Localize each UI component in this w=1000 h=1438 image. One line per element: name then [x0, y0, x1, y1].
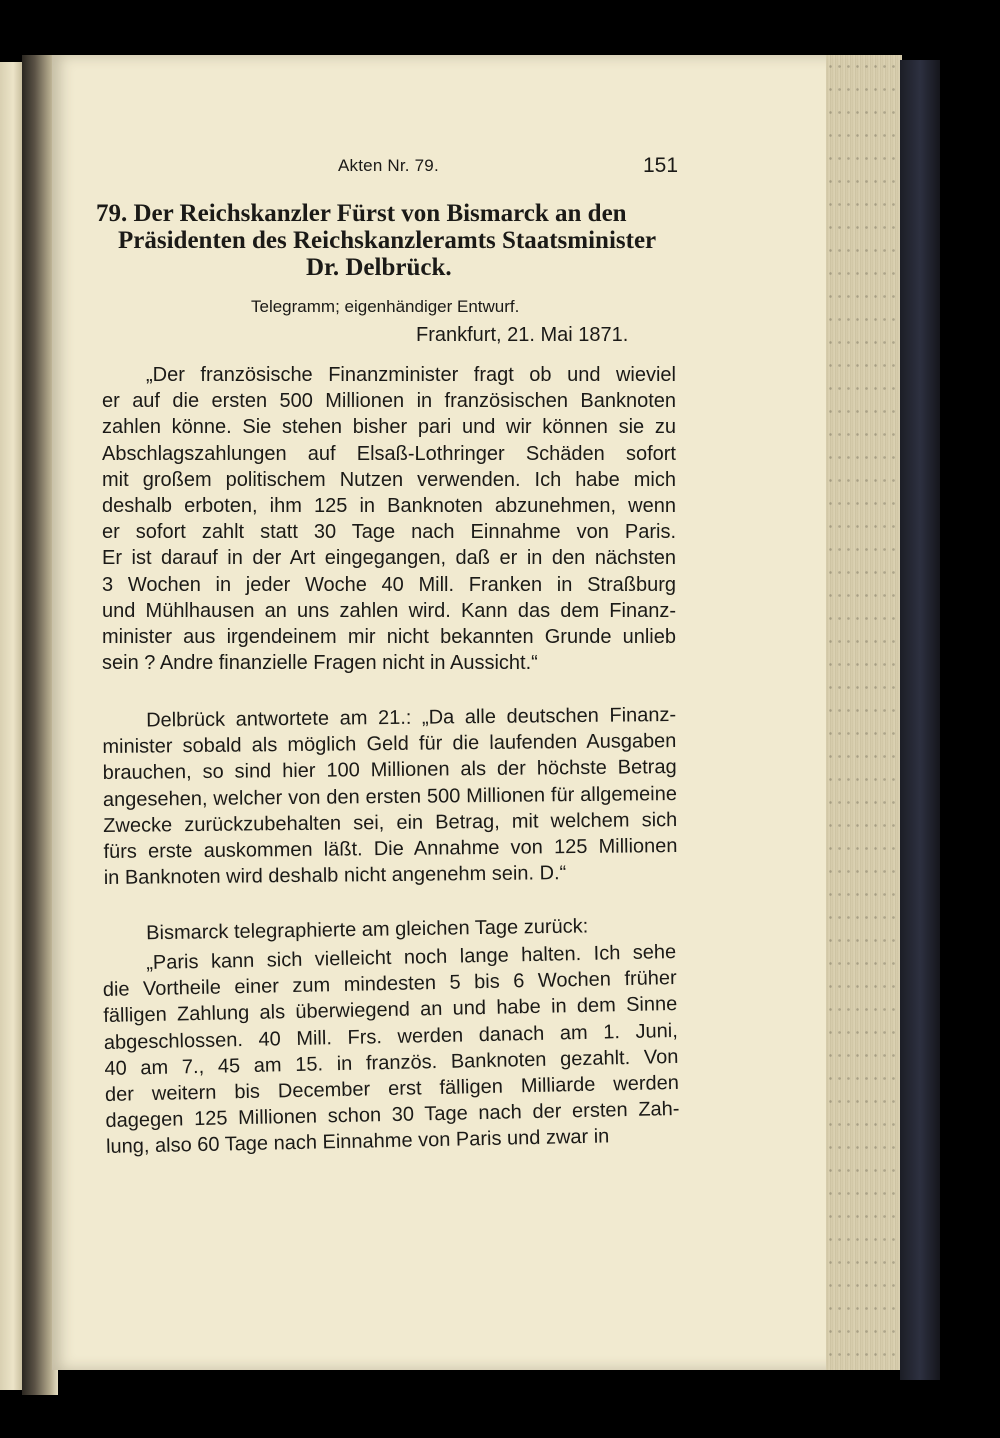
text-line: „Der französische Finanzminister fragt ob und wieviel	[146, 364, 676, 386]
page-edge-texture	[826, 55, 902, 1370]
text-line: deshalb erboten, ihm 125 in Banknoten abzunehmen, wenn	[102, 494, 676, 517]
document-heading	[96, 200, 682, 281]
running-head: Akten Nr. 79.	[338, 156, 439, 175]
text-line: zahlen könne. Sie stehen bisher pari und wir können sie zu	[102, 416, 676, 439]
text-line: lung, also 60 Tage nach Einnahme von Paris und zwar in	[105, 1125, 610, 1159]
paragraph-telegram	[102, 362, 676, 676]
book-cover	[900, 60, 940, 1380]
paragraph-bismarck-telegram	[102, 939, 680, 1160]
text-line: Zwecke zurückzubehalten sei, ein Betrag, mit welchem sich	[103, 808, 678, 837]
text-line: 3 Wochen in jeder Woche 40 Mill. Franken in Straßburg	[102, 573, 676, 596]
document-number: 79.	[96, 200, 128, 227]
text-line: in Banknoten wird deshalb nicht angenehm sein. D.“	[103, 862, 567, 890]
text-line: die Vortheile einer zum mindesten 5 bis 6 Wochen früher	[102, 967, 677, 1002]
heading-line-1	[96, 200, 682, 227]
text-line: dagegen 125 Millionen schon 30 Tage nach der ersten Zah-	[105, 1098, 680, 1133]
paragraph-delbrueck-reply	[102, 702, 678, 891]
text-line: Abschlagszahlungen auf Elsaß-Lothringer Schäden sofort	[102, 442, 676, 465]
dateline: Frankfurt, 21. Mai 1871.	[416, 324, 629, 346]
text-line: er sofort zahlt statt 30 Tage nach Einnahme von Paris.	[102, 521, 676, 544]
text-line: mit großem politischem Nutzen verwenden. Ich habe mich	[102, 468, 676, 491]
text-line: Delbrück antwortete am 21.: „Da alle deutschen Finanz-	[146, 703, 677, 732]
text-line: sein ? Andre finanzielle Fragen nicht in Aussicht.“	[102, 652, 538, 675]
text-line: angesehen, welcher von den ersten 500 Millionen für allgemeine	[102, 782, 678, 811]
text-line: der weitern bis December erst fälligen Milliarde werden	[104, 1071, 680, 1106]
text-line: fälligen Zahlung als überwiegend an und habe in dem Sinne	[103, 993, 678, 1028]
text-line: Bismarck telegraphierte am gleichen Tage zurück:	[146, 915, 589, 945]
text-line: brauchen, so sind hier 100 Millionen als der höchste Betrag	[102, 756, 677, 785]
text-line: minister sobald als möglich Geld für die laufenden Ausgaben	[102, 730, 677, 759]
left-page-edge	[0, 62, 22, 1390]
text-line: 40 am 7., 45 am 15. in französ. Banknoten gezahlt. Von	[104, 1045, 679, 1080]
text-line: „Paris kann sich vielleicht noch lange halten. Ich sehe	[146, 940, 677, 975]
document-subtitle: Telegramm; eigenhändiger Entwurf.	[251, 297, 520, 316]
heading-line-3: Dr. Delbrück.	[306, 254, 452, 281]
text-line: fürs erste auskommen läßt. Die Annahme von 125 Millionen	[103, 834, 678, 863]
heading-text-1: Der Reichskanzler Fürst von Bismarck an den	[133, 200, 627, 227]
page-number: 151	[643, 154, 679, 177]
heading-line-2: Präsidenten des Reichskanzleramts Staatsminister	[118, 227, 657, 254]
text-line: abgeschlossen. 40 Mill. Frs. werden danach am 1. Juni,	[103, 1019, 679, 1054]
text-line: er auf die ersten 500 Millionen in französischen Banknoten	[102, 390, 676, 413]
text-line: und Mühlhausen an uns zahlen wird. Kann das dem Finanz-	[102, 599, 676, 622]
text-line: minister aus irgendeinem mir nicht bekannten Grunde unlieb	[102, 625, 676, 648]
text-line: Er ist darauf in der Art eingegangen, daß er in den nächsten	[102, 547, 676, 570]
